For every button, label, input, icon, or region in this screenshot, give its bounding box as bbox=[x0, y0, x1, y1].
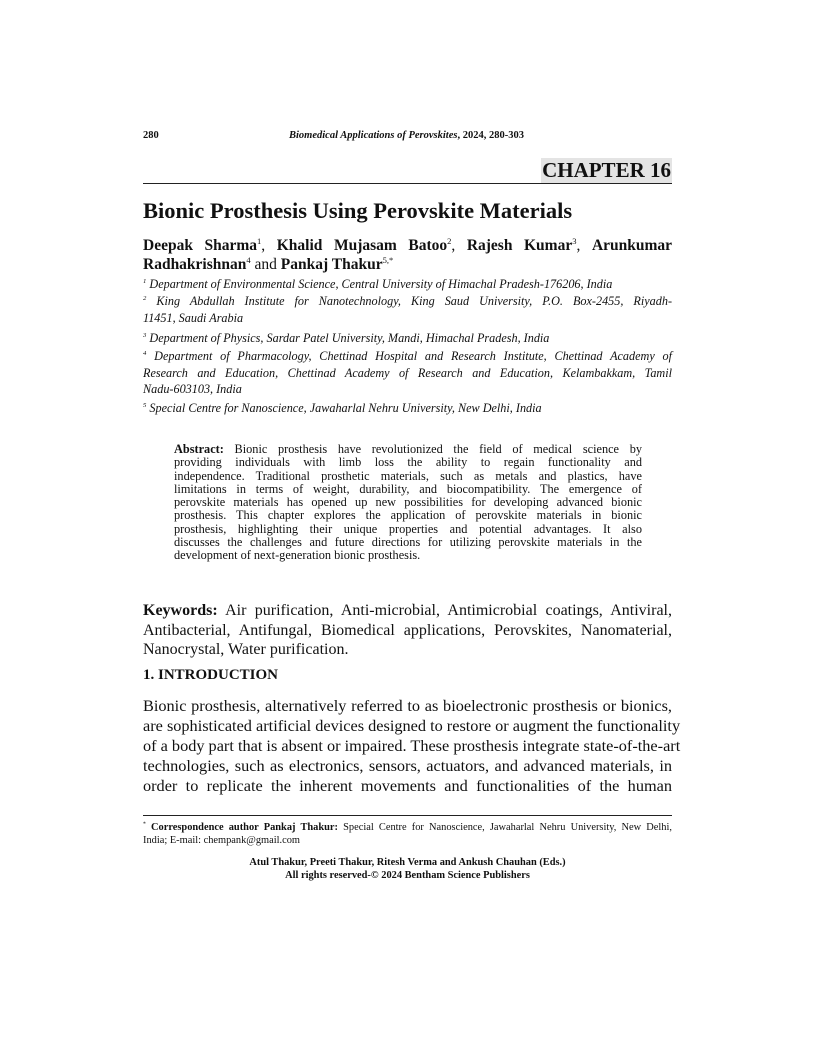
aff-text: 11451, Saudi Arabia bbox=[143, 310, 244, 325]
abstract-line: providing individuals with limb loss the ability to regain functionality and bbox=[174, 455, 642, 470]
aff-text: Nadu-603103, India bbox=[143, 382, 242, 396]
keywords-line: Nanocrystal, Water purification. bbox=[143, 641, 349, 658]
abstract-line: independence. Traditional prosthetic materials, such as metals and plastics, have bbox=[174, 468, 642, 483]
body-line: Bionic prosthesis, alternatively referred to as bioelectronic prosthesis or bionics, bbox=[143, 696, 672, 715]
affiliation bbox=[143, 400, 672, 417]
author-sup: 3 bbox=[572, 235, 577, 246]
abstract-line: discusses the challenges and future directions for utilizing perovskite materials in the bbox=[174, 535, 642, 550]
author-name: Deepak Sharma bbox=[143, 237, 258, 254]
journal-details: , 2024, 280-303 bbox=[457, 130, 524, 141]
aff-text: Special Centre for Nanoscience, Jawaharlal Nehru University, New Delhi, India bbox=[149, 401, 542, 415]
journal-name: Biomedical Applications of Perovskites bbox=[289, 130, 458, 141]
aff-sup: 5 bbox=[143, 401, 147, 409]
publisher-info bbox=[143, 856, 672, 882]
editors: Atul Thakur, Preeti Thakur, Ritesh Verma and Ankush Chauhan (Eds.) bbox=[249, 857, 566, 868]
body-line: of a body part that is absent or impaired. These prosthesis integrate state-of-the-art bbox=[143, 736, 681, 755]
author-sup: 1 bbox=[257, 235, 262, 246]
journal-citation bbox=[289, 130, 524, 141]
keywords-line: Antibacterial, Antifungal, Biomedical applications, Perovskites, Nanomaterial, bbox=[143, 621, 672, 639]
aff-sup: 1 bbox=[143, 277, 147, 285]
abstract-line: prosthesis. This chapter explores the application of perovskite materials in bionic bbox=[174, 508, 642, 523]
author-sup: 4 bbox=[246, 254, 251, 265]
author-line: Deepak Sharma$^1$, Khalid Mujasam Batoo$^2$, Rajesh Kumar$^3$, Arunkumar bbox=[143, 235, 673, 254]
abstract-label: Abstract: bbox=[174, 442, 224, 456]
section-heading: 1. INTRODUCTION bbox=[143, 667, 279, 683]
affiliation bbox=[143, 330, 672, 347]
aff-text: Department of Physics, Sardar Patel University, Mandi, Himachal Pradesh, India bbox=[149, 331, 550, 345]
body-line: order to replicate the inherent movements and functionalities of the human bbox=[143, 776, 672, 795]
footnote bbox=[143, 821, 672, 847]
footnote-text: India; E-mail: chempank@gmail.com bbox=[143, 835, 301, 846]
aff-sup: 4 bbox=[143, 349, 147, 357]
footnote-sup: * bbox=[143, 821, 146, 828]
author-list bbox=[143, 236, 672, 274]
author-line bbox=[143, 255, 672, 274]
aff-text: King Abdullah Institute for Nanotechnology, King Saud University, P.O. Box-2455, Riyadh- bbox=[156, 294, 672, 308]
keywords bbox=[143, 601, 672, 660]
author-sup: 2 bbox=[447, 235, 452, 246]
and-text: and bbox=[254, 256, 277, 273]
aff-sup: 3 bbox=[143, 331, 147, 339]
running-header bbox=[143, 130, 672, 141]
aff-text: Research and Education, Chettinad Academy of Research and Education, Kelambakkam, Tamil bbox=[143, 365, 672, 380]
abstract-line: development of next-generation bionic prosthesis. bbox=[174, 548, 421, 563]
author-name: Radhakrishnan bbox=[143, 256, 247, 273]
footnote-label: Correspondence author Pankaj Thakur: bbox=[151, 822, 338, 833]
aff-text: Department of Environmental Science, Central University of Himachal Pradesh-176206, India bbox=[149, 277, 613, 291]
abstract-line: Bionic prosthesis have revolutionized the field of medical science by bbox=[234, 442, 642, 456]
footnote-rule bbox=[143, 815, 672, 816]
author-sup: 5,* bbox=[382, 254, 394, 265]
body-line: are sophisticated artificial devices designed to restore or augment the functionality bbox=[143, 716, 681, 735]
abstract-line: limitations in terms of weight, durability, and biocompatibility. The emergence of bbox=[174, 481, 642, 496]
copyright: All rights reserved-© 2024 Bentham Science Publishers bbox=[285, 870, 530, 881]
footnote-text: Special Centre for Nanoscience, Jawaharlal Nehru University, New Delhi, bbox=[343, 822, 672, 833]
abstract-line: prosthesis, highlighting their unique properties and potential advantages. It also bbox=[174, 521, 642, 536]
chapter-label: CHAPTER 16 bbox=[542, 158, 671, 182]
author-name: Arunkumar bbox=[591, 237, 673, 254]
page-number: 280 bbox=[143, 130, 159, 141]
keywords-label: Keywords: bbox=[143, 602, 218, 619]
author-name: Pankaj Thakur bbox=[280, 256, 383, 273]
introduction-text bbox=[143, 696, 681, 796]
affiliation bbox=[143, 276, 672, 293]
affiliation bbox=[143, 348, 672, 398]
author-name: Khalid Mujasam Batoo bbox=[276, 237, 448, 254]
author-name: Rajesh Kumar bbox=[466, 237, 573, 254]
header-rule bbox=[143, 183, 672, 184]
keywords-line: Air purification, Anti-microbial, Antimicrobial coatings, Antiviral, bbox=[225, 602, 672, 619]
chapter-title: Bionic Prosthesis Using Perovskite Materials bbox=[143, 198, 573, 223]
abstract bbox=[174, 443, 642, 563]
aff-sup: 2 bbox=[143, 294, 147, 302]
abstract-line: perovskite materials has opened up new possibilities for developing advanced bionic bbox=[174, 495, 642, 510]
body-line: technologies, such as electronics, sensors, actuators, and advanced materials, in bbox=[143, 756, 672, 775]
aff-text: Department of Pharmacology, Chettinad Hospital and Research Institute, Chettinad Academy of bbox=[154, 349, 672, 363]
affiliation bbox=[143, 293, 672, 326]
